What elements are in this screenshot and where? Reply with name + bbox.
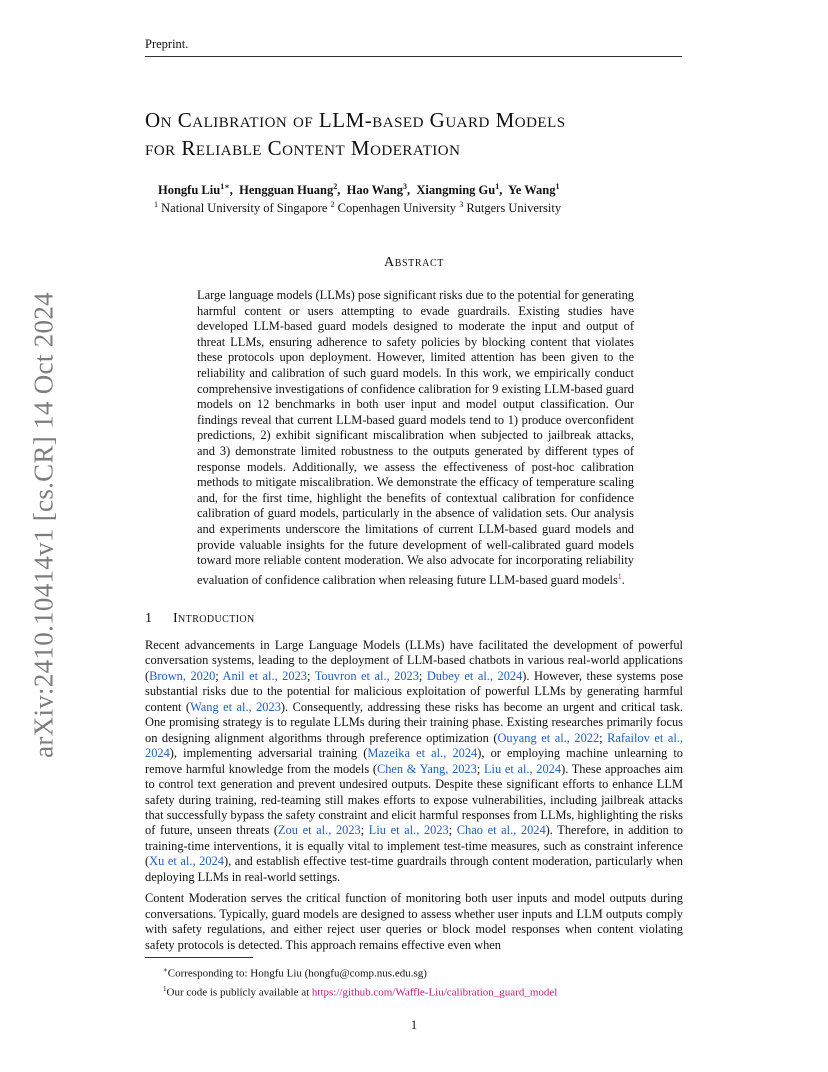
citation-link[interactable]: Ouyang et al., 2022 (497, 730, 600, 745)
intro-text: ; (215, 668, 223, 683)
footnote-link[interactable]: 1 (617, 571, 622, 581)
author-name: Xiangming Gu (416, 183, 496, 198)
citation-link[interactable]: Wang et al., 2023 (190, 699, 281, 714)
intro-text: ; (306, 668, 315, 683)
intro-text: ; (418, 668, 427, 683)
footnote-text: Corresponding to: Hongfu Liu (hongfu@comp.nus.edu.sg) (167, 967, 427, 980)
author-name: Hongfu Liu (158, 183, 221, 198)
title-line-2: for Reliable Content Moderation (145, 136, 461, 160)
author-affiliation-mark: 1 (495, 182, 500, 191)
affiliation-mark: 3 (459, 200, 464, 209)
paper-title (145, 106, 705, 162)
running-header: Preprint. (145, 37, 682, 57)
arxiv-identifier[interactable]: arXiv:2410.10414v1 [cs.CR] 14 Oct 2024 (28, 292, 59, 758)
section-title: Introduction (173, 611, 255, 626)
citation-link[interactable]: Brown, 2020 (149, 668, 216, 683)
affiliation-mark: 1 (154, 200, 158, 209)
citation-link[interactable]: Rafailov et al., 2024 (145, 730, 683, 761)
intro-text: ). Consequently, addressing these risks has become an urgent and critical task. One promising strategy is to regulate LLMs during their training phase. Existing researches primarily focus on designing alignment algorithms through preference optimization ( (145, 699, 683, 745)
intro-text: ; (599, 730, 608, 745)
footnote-mark: 1 (163, 984, 167, 993)
page-number: 1 (410, 1018, 418, 1032)
intro-text: ), or employing machine unlearning to remove harmful knowledge from the models ( (145, 746, 683, 776)
citation-link[interactable]: Liu et al., 2024 (483, 761, 562, 776)
footnote-mark: ∗ (163, 966, 168, 974)
author-list: Hongfu Liu$^{1∗}$, Hengguan Huang$^2$, Hao Wang$^3$, Xiangming Gu$^1$, Ye Wang$^1$ (158, 182, 560, 198)
intro-text: Recent advancements in Large Language Models (LLMs) have facilitated the development of powerful conversation systems, leading to the deployment of LLM-based chatbots in various real-world applications ( (145, 638, 683, 683)
author-name: Ye Wang (508, 183, 556, 198)
introduction-body (145, 638, 683, 959)
footnote-text: Our code is publicly available at (166, 986, 312, 999)
citation-link[interactable]: Chen & Yang, 2023 (376, 761, 477, 776)
footnotes (145, 957, 683, 1000)
citation-link[interactable]: Anil et al., 2023 (222, 668, 307, 683)
section-number: 1 (145, 611, 153, 626)
intro-text: ; (448, 823, 457, 838)
citation-link[interactable]: Touvron et al., 2023 (314, 668, 419, 683)
code-repository-link[interactable]: https://github.com/Waffle-Liu/calibration_guard_model (311, 986, 558, 999)
intro-text: ). However, these systems pose substantial risks due to the potential for malicious exploitation of powerful LLMs by generating harmful content ( (145, 668, 683, 714)
citation-link[interactable]: Xu et al., 2024 (149, 854, 224, 869)
citation-link[interactable]: Dubey et al., 2024 (426, 668, 523, 683)
citation-link[interactable]: Chao et al., 2024 (456, 823, 546, 838)
intro-text: ), implementing adversarial training ( (169, 746, 368, 761)
author-affiliation-mark: 2 (333, 182, 338, 191)
footnote-code (145, 982, 683, 1001)
affiliation-mark: 2 (330, 200, 335, 209)
affiliation-name: Copenhagen University (337, 201, 457, 216)
author-affiliation-mark: 1 (555, 182, 560, 191)
footnote-divider (145, 957, 253, 958)
title-line-1: On Calibration of LLM-based Guard Models (145, 108, 566, 132)
abstract-period: . (621, 572, 625, 587)
author-affiliation-mark: 3 (403, 182, 407, 191)
affiliation-list (154, 200, 684, 216)
author-name: Hengguan Huang (239, 183, 334, 198)
abstract-text: Large language models (LLMs) pose significant risks due to the potential for generating harmful content or users attempting to evade guardrails. Existing studies have developed LLM-based guard models designed to moderate the input and output of threat LLMs, ensuring adherence to safety policies by blocking content that violates these protocols upon deployment. However, limited attention has been given to the reliability and calibration of such guard models. In this work, we empirically conduct comprehensive investigations of confidence calibration for 9 existing LLM-based guard models on 12 benchmarks in both user input and model output classification. Our findings reveal that current LLM-based guard models tend to 1) produce overconfident predictions, 2) exhibit significant miscalibration when subjected to jailbreak attacks, and 3) demonstrate limited robustness to the outputs generated by different types of response models. Additionally, we assess the effectiveness of post-hoc calibration methods to mitigate miscalibration. We demonstrate the efficacy of temperature scaling and, for the first time, highlight the benefits of contextual calibration for confidence calibration of guard models, particularly in the absence of validation sets. Our analysis and experiments underscore the limitations of current LLM-based guard models and provide valuable insights for the future development of well-calibrated guard models toward more reliable content moderation. We also advocate for incorporating reliability evaluation of confidence calibration when releasing future LLM-based guard models (197, 288, 634, 587)
intro-text: ; (360, 823, 369, 838)
intro-paragraph-1 (145, 638, 683, 885)
intro-text: ). Therefore, in addition to training-time interventions, it is equally vital to implement test-time measures, such as constraint inference ( (145, 823, 683, 869)
intro-text: ), and establish effective test-time guardrails through content moderation, particularly when deploying LLMs in real-world settings. (145, 854, 683, 884)
intro-text: ). These approaches aim to control text generation and prevent undesired outputs. Despite these significant efforts to enhance LLM safety during training, red-teaming still makes efforts to expose vulnerabilities, including jailbreak attacks that successfully bypass the safety constraint and elicit harmful responses from LLMs, highlighting the risks of future, unseen threats ( (145, 761, 683, 838)
abstract-heading: Abstract (384, 255, 444, 270)
affiliation-name: National University of Singapore (161, 201, 328, 216)
citation-link[interactable]: Zou et al., 2023 (278, 823, 361, 838)
citation-link[interactable]: Liu et al., 2023 (368, 823, 449, 838)
section-heading (145, 611, 255, 627)
intro-text: ; (476, 761, 484, 776)
abstract-body (197, 288, 634, 588)
citation-link[interactable]: Mazeika et al., 2024 (367, 746, 478, 761)
arxiv-stamp (20, 290, 68, 760)
footnote-corresponding (145, 963, 683, 982)
intro-paragraph-2: Content Moderation serves the critical function of monitoring both user inputs and model outputs during conversations. Typically, guard models are designed to assess whether user inputs and LLM outputs comply with safety regulations, and either reject user queries or block model responses when content violating safety protocols is detected. This approach remains effective even when (145, 891, 683, 952)
author-name: Hao Wang (346, 183, 403, 198)
affiliation-name: Rutgers University (466, 201, 562, 216)
author-affiliation-mark: 1∗ (220, 182, 230, 191)
